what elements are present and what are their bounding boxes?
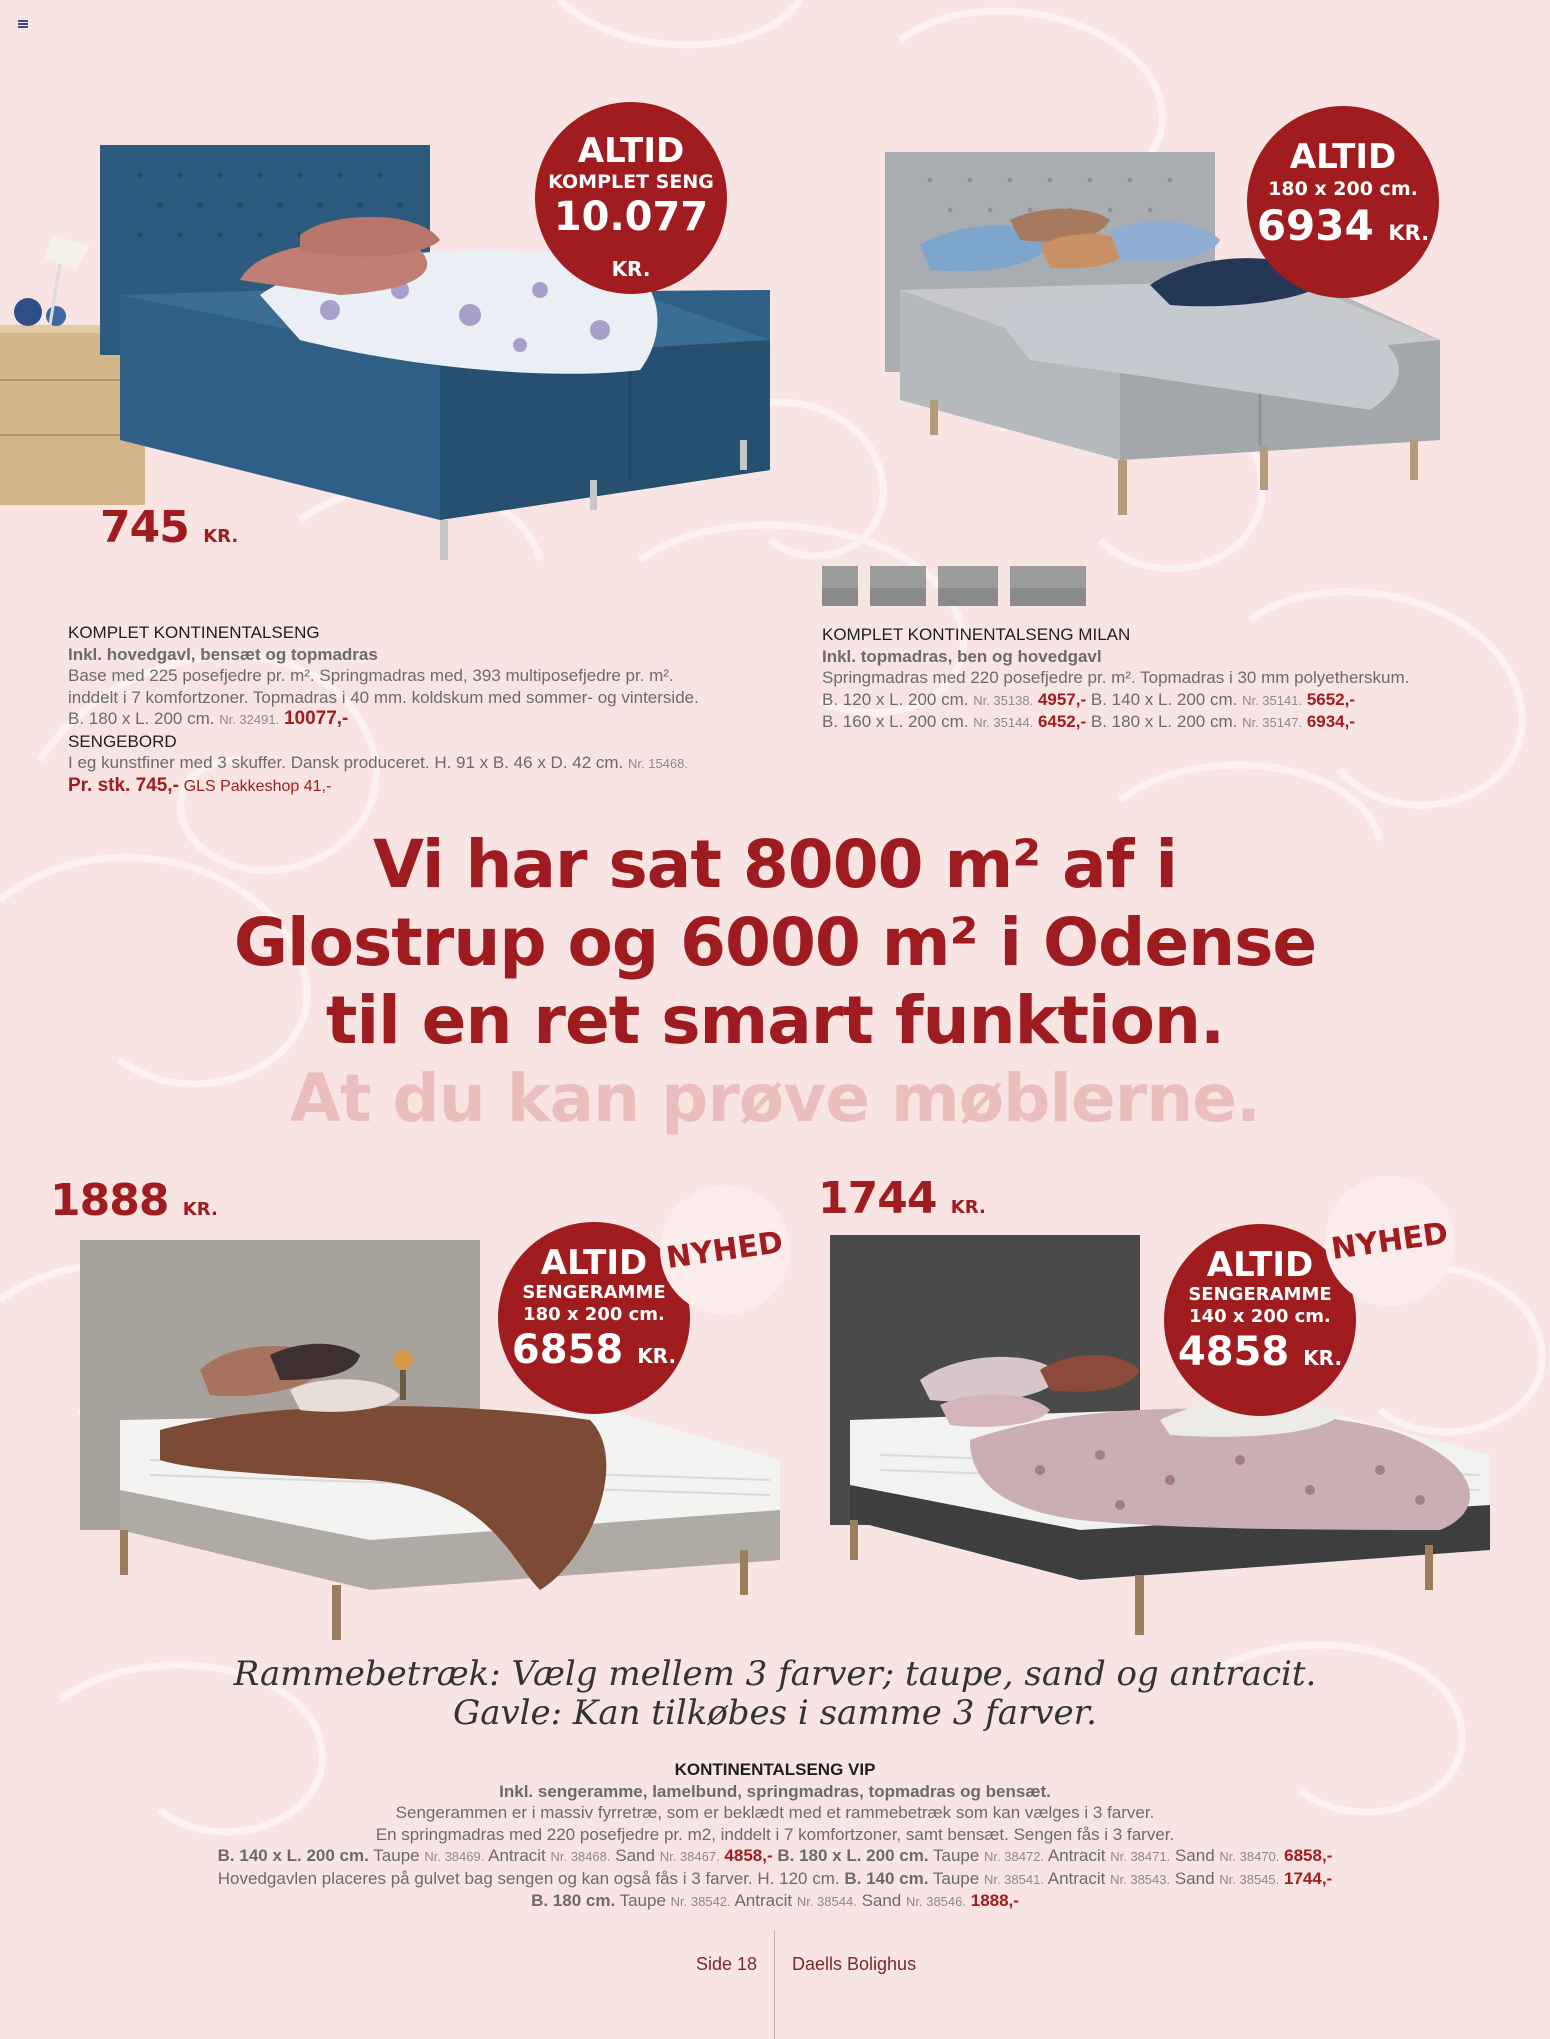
product1-size-line	[68, 708, 788, 731]
product1-subheading: Inkl. hovedgavl, bensæt og topmadras	[68, 644, 378, 664]
nightstand-price-currency: KR.	[203, 526, 239, 547]
script-line-2: Gavle: Kan tilkøbes i samme 3 farver.	[453, 1693, 1097, 1733]
item-number: Nr. 38468.	[550, 1849, 611, 1864]
headboard-description: Hovedgavlen placeres på gulvet bag sengen og kan også fås i 3 farver. H. 120 cm.	[217, 1868, 840, 1888]
badge-currency: KR.	[1303, 1346, 1343, 1370]
product3-price-value: 1888	[50, 1175, 169, 1226]
item-number: Nr. 35147.	[1242, 715, 1303, 730]
color-label: Taupe	[932, 1868, 980, 1888]
badge-price-value: 10.077	[553, 194, 709, 240]
size-label: B. 180 cm.	[531, 1891, 616, 1910]
nightstand-heading: SENGEBORD	[68, 731, 177, 751]
color-label: Antracit	[1047, 1868, 1106, 1888]
product1-heading: KOMPLET KONTINENTALSENG	[68, 623, 320, 642]
color-label: Sand	[1174, 1868, 1215, 1888]
product4-price-currency: KR.	[950, 1197, 986, 1218]
product1-line2: inddelt i 7 komfortzoner. Topmadras i 40 mm. koldskum med sommer- og vinterside.	[68, 687, 699, 707]
headline-line-3: til en ret smart funktion.	[325, 982, 1225, 1059]
item-number: Nr. 38541.	[983, 1871, 1044, 1887]
badge-title: ALTID	[1289, 137, 1397, 177]
badge-size: 180 x 200 cm.	[523, 1304, 665, 1325]
headline-line-4: At du kan prøve møblerne.	[289, 1060, 1261, 1137]
badge-subtitle: SENGERAMME	[522, 1282, 666, 1303]
badge-price	[535, 194, 727, 292]
color-label: Sand	[615, 1846, 655, 1865]
size-price: 4957,-	[1037, 689, 1087, 709]
badge-price	[1247, 202, 1439, 257]
item-number: Nr. 15468.	[628, 756, 689, 771]
size-label: B. 180 x L. 200 cm.	[68, 709, 215, 728]
nightstand-price-value: 745	[100, 502, 189, 553]
nyhed-badge	[1325, 1176, 1455, 1306]
footer-divider	[774, 1930, 775, 2039]
product1-description	[68, 622, 788, 797]
size-price: 10077,-	[283, 708, 349, 729]
size-price: 6452,-	[1037, 712, 1087, 731]
product2-line1: Springmadras med 220 posefjedre pr. m². Topmadras i 30 mm polyetherskum.	[822, 668, 1410, 687]
badge-currency: KR.	[637, 1344, 677, 1368]
item-number: Nr. 35138.	[973, 692, 1034, 708]
color-label: Antracit	[488, 1846, 546, 1865]
milan-variant-thumbnails	[820, 562, 1090, 608]
size-price: 6858,-	[1284, 1846, 1333, 1865]
shipping-price: GLS Pakkeshop 41,-	[183, 777, 332, 795]
size-label: B. 160 x L. 200 cm.	[822, 712, 969, 731]
color-label: Taupe	[932, 1846, 980, 1865]
item-number: Nr. 38543.	[1110, 1871, 1171, 1887]
badge-price	[498, 1326, 690, 1380]
item-number: Nr. 38544.	[796, 1894, 857, 1909]
product2-size-row-2	[822, 711, 1542, 734]
nyhed-badge	[660, 1185, 790, 1315]
nyhed-label: NYHED	[1329, 1215, 1451, 1267]
headline-line-1: Vi har sat 8000 m² af i	[372, 826, 1178, 903]
item-number: Nr. 38472.	[984, 1849, 1045, 1864]
badge-title: ALTID	[1206, 1245, 1314, 1285]
product2-description	[822, 624, 1542, 734]
item-number: Nr. 38542.	[670, 1894, 731, 1909]
size-price: 4858,-	[724, 1846, 773, 1865]
size-price: 1888,-	[970, 1891, 1019, 1910]
nyhed-label: NYHED	[664, 1224, 786, 1276]
script-line-1: Rammebetræk: Vælg mellem 3 farver; taupe, sand og antracit.	[233, 1654, 1317, 1694]
badge-subtitle: SENGERAMME	[1188, 1284, 1332, 1305]
color-label: Sand	[1174, 1846, 1215, 1865]
badge-subtitle: 180 x 200 cm.	[1268, 178, 1418, 200]
item-number: Nr. 38546.	[906, 1894, 966, 1909]
nightstand-description: I eg kunstfiner med 3 skuffer. Dansk produceret. H. 91 x B. 46 x D. 42 cm.	[68, 753, 624, 772]
size-price: 1744,-	[1284, 1868, 1333, 1888]
price-badge-milan	[1247, 106, 1439, 298]
vip-price-row-3	[0, 1890, 1550, 1913]
size-label: B. 140 cm.	[844, 1868, 929, 1888]
product3-price-currency: KR.	[182, 1199, 218, 1220]
color-label: Sand	[861, 1891, 902, 1910]
headline-line-2: Glostrup og 6000 m² i Odense	[233, 904, 1317, 981]
nightstand-line	[68, 752, 788, 775]
page-number: Side 18	[695, 1954, 757, 1974]
brand-name: Daells Bolighus	[792, 1954, 917, 1974]
badge-currency: KR.	[611, 257, 651, 281]
size-label: B. 140 x L. 200 cm.	[1090, 689, 1238, 709]
badge-price-value: 6858	[511, 1327, 624, 1373]
badge-price-value: 4858	[1177, 1329, 1290, 1375]
vip-line1: Sengerammen er i massiv fyrretræ, som er beklædt med et rammebetræk som kan vælges i 3 farver.	[395, 1803, 1155, 1822]
product2-heading: KOMPLET KONTINENTALSENG MILAN	[822, 625, 1131, 644]
item-number: Nr. 38469.	[424, 1849, 485, 1864]
badge-subtitle: KOMPLET SENG	[548, 171, 714, 193]
size-label: B. 180 x L. 200 cm.	[777, 1846, 929, 1865]
item-number: Nr. 38545.	[1219, 1871, 1280, 1887]
badge-price	[1164, 1328, 1356, 1382]
size-label: B. 120 x L. 200 cm.	[822, 689, 969, 709]
product4-price-value: 1744	[818, 1173, 937, 1224]
vip-heading: KONTINENTALSENG VIP	[674, 1760, 876, 1779]
product2-size-row-1	[822, 689, 1542, 712]
badge-title: ALTID	[577, 131, 685, 171]
vip-price-row-1	[0, 1845, 1550, 1868]
color-label: Taupe	[619, 1891, 666, 1910]
item-number: Nr. 38471.	[1110, 1849, 1171, 1864]
page-footer	[0, 1930, 1550, 2039]
item-number: Nr. 38467.	[659, 1849, 720, 1864]
color-label: Antracit	[734, 1891, 793, 1910]
color-label: Antracit	[1047, 1846, 1106, 1865]
item-number: Nr. 38470.	[1219, 1849, 1280, 1864]
product1-line1: Base med 225 posefjedre pr. m². Springmadras med, 393 multiposefjedre pr. m².	[68, 666, 674, 685]
vip-subheading: Inkl. sengeramme, lamelbund, springmadras, topmadras og bensæt.	[499, 1781, 1051, 1801]
size-price: 6934,-	[1306, 712, 1356, 731]
product4-price	[818, 1173, 986, 1224]
nightstand-price	[100, 502, 238, 553]
size-label: B. 140 x L. 200 cm.	[217, 1846, 369, 1865]
nightstand-unit-price: Pr. stk. 745,-	[68, 774, 179, 796]
badge-currency: KR.	[1388, 221, 1430, 245]
vip-price-row-2	[0, 1868, 1550, 1891]
price-badge-komplet-seng	[535, 102, 727, 294]
color-label: Taupe	[373, 1846, 420, 1865]
product3-price	[50, 1175, 218, 1226]
size-label: B. 180 x L. 200 cm.	[1090, 712, 1238, 731]
vip-line2: En springmadras med 220 posefjedre pr. m2, inddelt i 7 komfortzoner, samt bensæt. Sengen fås i 3 farver.	[375, 1824, 1175, 1844]
size-price: 5652,-	[1306, 689, 1356, 709]
nightstand-price-line	[68, 775, 788, 798]
badge-price-value: 6934	[1256, 201, 1374, 250]
product2-subheading: Inkl. topmadras, ben og hovedgavl	[822, 646, 1102, 666]
badge-title: ALTID	[540, 1243, 648, 1283]
menu-icon[interactable]	[18, 20, 28, 28]
item-number: Nr. 35144.	[973, 715, 1034, 730]
badge-size: 140 x 200 cm.	[1189, 1306, 1331, 1327]
item-number: Nr. 32491.	[219, 712, 280, 727]
vip-description	[0, 1759, 1550, 1913]
item-number: Nr. 35141.	[1242, 692, 1303, 708]
